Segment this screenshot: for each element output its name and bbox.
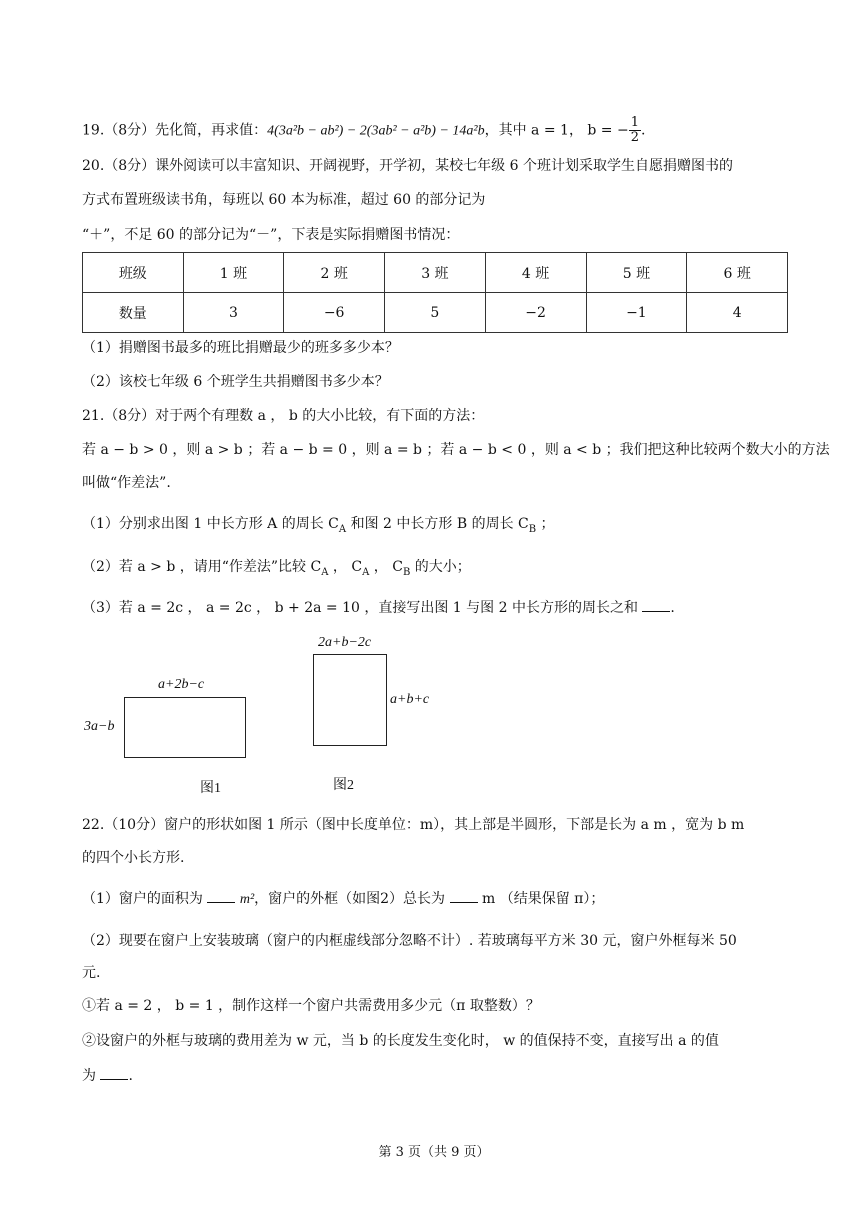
answer-blank[interactable] xyxy=(450,888,478,903)
q21-sub2 xyxy=(82,557,471,583)
table-cell: −6 xyxy=(284,293,385,333)
q21-sub2-text: （2）若 a > b ，请用“作差法”比较 C xyxy=(82,559,322,575)
figure2-right-label: a+b+c xyxy=(390,692,430,707)
q21-line3: 叫做“作差法”. xyxy=(82,475,171,491)
q20-sub1: （1）捐赠图书最多的班比捐赠最少的班多多少本？ xyxy=(82,340,399,356)
donation-table xyxy=(82,252,788,333)
figure1-top-label: a+2b−c xyxy=(158,677,205,692)
q22-sub1-unit: m² xyxy=(239,892,255,907)
q22-line1: 22.（10分）窗户的形状如图 1 所示（图中长度单位：m），其上部是半圆形，下部是长为 a m ，宽为 b m xyxy=(82,817,745,833)
figure2-top-label: 2a+b−2c xyxy=(318,635,372,650)
q21-sub2-subscript-a1: A xyxy=(321,566,329,578)
q21-sub3-text: （3）若 a = 2c ， a = 2c ， b + 2a = 10 ，直接写出图 1 与图 2 中长方形的周长之和 xyxy=(82,600,638,616)
table-cell: 3 xyxy=(183,293,284,333)
q19-line xyxy=(82,116,645,145)
q22-sub1 xyxy=(82,888,604,910)
q21-sub2-subscript-b: B xyxy=(402,566,411,578)
q22-item2: ②设窗户的外框与玻璃的费用差为 w 元，当 b 的长度发生变化时， w 的值保持不变，直接写出 a 的值 xyxy=(82,1033,719,1049)
q20-line3: “＋”，不足 60 的部分记为“－”，下表是实际捐赠图书情况： xyxy=(82,227,460,243)
q19-fraction xyxy=(629,116,641,145)
table-cell: 5 xyxy=(385,293,486,333)
q21-sub2-mid2: ， C xyxy=(369,559,403,575)
q22-item1: ①若 a = 2 ， b = 1 ，制作这样一个窗户共需费用多少元（π 取整数）？ xyxy=(82,998,540,1014)
q21-sub1-end: ； xyxy=(536,516,555,532)
q21-sub1-subscript-a: A xyxy=(338,523,347,535)
answer-blank[interactable] xyxy=(642,597,670,612)
table-cell: 4 xyxy=(687,293,788,333)
q22-sub1-text-c: m （结果保留 π）； xyxy=(481,891,605,907)
q21-sub1-subscript-b: B xyxy=(528,523,537,535)
q21-sub1 xyxy=(82,514,555,540)
table-cell: 4 班 xyxy=(485,253,586,293)
table-cell: −2 xyxy=(485,293,586,333)
q22-item2-cont xyxy=(82,1065,133,1086)
q21-sub3-end: . xyxy=(670,600,675,616)
table-cell: 1 班 xyxy=(183,253,284,293)
q21-sub2-mid: ， C xyxy=(328,559,363,575)
q19-prefix: 19.（8分）先化简，再求值： xyxy=(82,122,268,139)
table-cell: 3 班 xyxy=(385,253,486,293)
q22-item2-end: . xyxy=(128,1068,133,1084)
q19-condition: ，其中 a = 1， b = − xyxy=(484,122,629,139)
q22-sub2-cont: 元. xyxy=(82,965,101,981)
q19-expression: 4(3a²b − ab²) − 2(3ab² − a²b) − 14a²b xyxy=(267,123,485,139)
table-cell: 班级 xyxy=(83,253,184,293)
figure2-rectangle xyxy=(313,654,387,746)
figure1-caption: 图1 xyxy=(200,781,221,796)
q19-frac-num: 1 xyxy=(630,115,639,130)
figure2-caption: 图2 xyxy=(333,778,354,793)
answer-blank[interactable] xyxy=(207,888,235,903)
table-cell: 5 班 xyxy=(586,253,687,293)
q21-sub3 xyxy=(82,597,675,618)
table-row-values xyxy=(83,293,788,333)
page-footer: 第 3 页（共 9 页） xyxy=(378,1145,490,1160)
q22-item2-cont-text: 为 xyxy=(82,1068,96,1084)
q22-sub2: （2）现要在窗户上安装玻璃（窗户的内框虚线部分忽略不计）. 若玻璃每平方米 30 元，窗户外框每米 50 xyxy=(82,933,737,949)
table-cell: 数量 xyxy=(83,293,184,333)
q22-sub1-text-b: ，窗户的外框（如图2）总长为 xyxy=(254,891,446,907)
figure1-left-label: 3a−b xyxy=(84,719,115,734)
table-cell: 6 班 xyxy=(687,253,788,293)
q22-sub1-text-a: （1）窗户的面积为 xyxy=(82,891,203,907)
q20-line2: 方式布置班级读书角，每班以 60 本为标准，超过 60 的部分记为 xyxy=(82,192,486,208)
q21-sub2-end: 的大小； xyxy=(410,559,471,575)
q20-line1: 20.（8分）课外阅读可以丰富知识、开阔视野，开学初，某校七年级 6 个班计划采取学生自愿捐赠图书的 xyxy=(82,158,733,174)
q20-sub2: （2）该校七年级 6 个班学生共捐赠图书多少本？ xyxy=(82,374,389,390)
q21-line1: 21.（8分）对于两个有理数 a ， b 的大小比较，有下面的方法： xyxy=(82,408,485,424)
q21-sub1-text: （1）分别求出图 1 中长方形 A 的周长 C xyxy=(82,516,339,532)
answer-blank[interactable] xyxy=(100,1065,128,1080)
q21-line2: 若 a − b > 0 ，则 a > b ；若 a − b = 0 ，则 a = b ；若 a − b < 0 ，则 a < b ；我们把这种比较两个数大小的方法 xyxy=(82,442,830,458)
q21-sub1-mid: 和图 2 中长方形 B 的周长 C xyxy=(346,516,529,532)
q21-sub2-subscript-a2: A xyxy=(362,566,370,578)
table-cell: 2 班 xyxy=(284,253,385,293)
table-cell: −1 xyxy=(586,293,687,333)
q19-frac-den: 2 xyxy=(630,130,639,145)
table-row-header xyxy=(83,253,788,293)
q19-end: . xyxy=(641,122,646,139)
q22-line2: 的四个小长方形. xyxy=(82,850,185,866)
figure1-rectangle xyxy=(124,697,246,758)
